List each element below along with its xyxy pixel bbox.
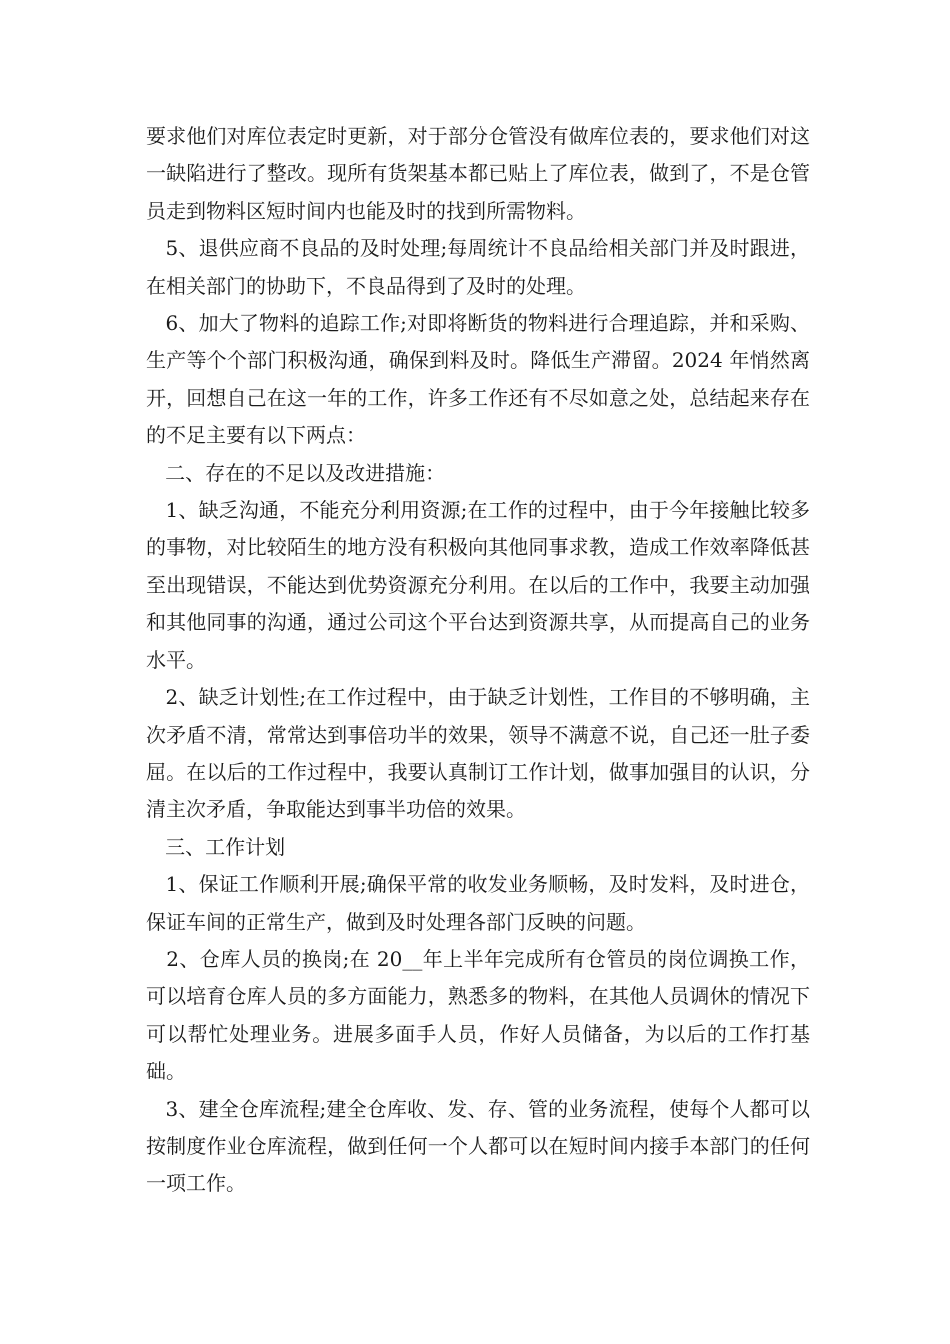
section-heading-shortcomings: 二、存在的不足以及改进措施： xyxy=(146,460,446,485)
paragraph-shortcoming-1: 1、缺乏沟通，不能充分利用资源;在工作的过程中，由于今年接触比较多的事物，对比较陌生的地方没有积极向其他同事求教，造成工作效率降低甚至出现错误，不能达到优势资源充分利用。在以后的工作中，我要主动加强和其他同事的沟通，通过公司这个平台达到资源共享，从而提高自己的业务水平。 xyxy=(146,498,810,672)
paragraph-item-5: 5、退供应商不良品的及时处理;每周统计不良品给相关部门并及时跟进，在相关部门的协助下，不良品得到了及时的处理。 xyxy=(146,236,810,298)
paragraph-plan-1: 1、保证工作顺利开展;确保平常的收发业务顺畅，及时发料，及时进仓，保证车间的正常生产，做到及时处理各部门反映的问题。 xyxy=(146,872,810,934)
document-body xyxy=(146,118,810,1203)
paragraph-item-6: 6、加大了物料的追踪工作;对即将断货的物料进行合理追踪，并和采购、生产等个个部门积极沟通，确保到料及时。降低生产滞留。2024 年悄然离开，回想自己在这一年的工作，许多工作还有不尽如意之处，总结起来存在的不足主要有以下两点： xyxy=(146,311,810,448)
paragraph-plan-3: 3、建全仓库流程;建全仓库收、发、存、管的业务流程，使每个人都可以按制度作业仓库流程，做到任何一个人都可以在短时间内接手本部门的任何一项工作。 xyxy=(146,1096,810,1196)
paragraph-shortcoming-2: 2、缺乏计划性;在工作过程中，由于缺乏计划性，工作目的不够明确，主次矛盾不清，常常达到事倍功半的效果，领导不满意不说，自己还一肚子委屈。在以后的工作过程中，我要认真制订工作计划，做事加强目的认识，分清主次矛盾，争取能达到事半功倍的效果。 xyxy=(146,685,810,822)
paragraph-inventory-location: 要求他们对库位表定时更新，对于部分仓管没有做库位表的，要求他们对这一缺陷进行了整改。现所有货架基本都已贴上了库位表，做到了，不是仓管员走到物料区短时间内也能及时的找到所需物料。 xyxy=(146,124,810,223)
section-heading-work-plan: 三、工作计划 xyxy=(146,834,286,859)
paragraph-plan-2: 2、仓库人员的换岗;在 20__年上半年完成所有仓管员的岗位调换工作，可以培育仓库人员的多方面能力，熟悉多的物料，在其他人员调休的情况下可以帮忙处理业务。进展多面手人员，作好人员储备，为以后的工作打基础。 xyxy=(146,946,810,1084)
